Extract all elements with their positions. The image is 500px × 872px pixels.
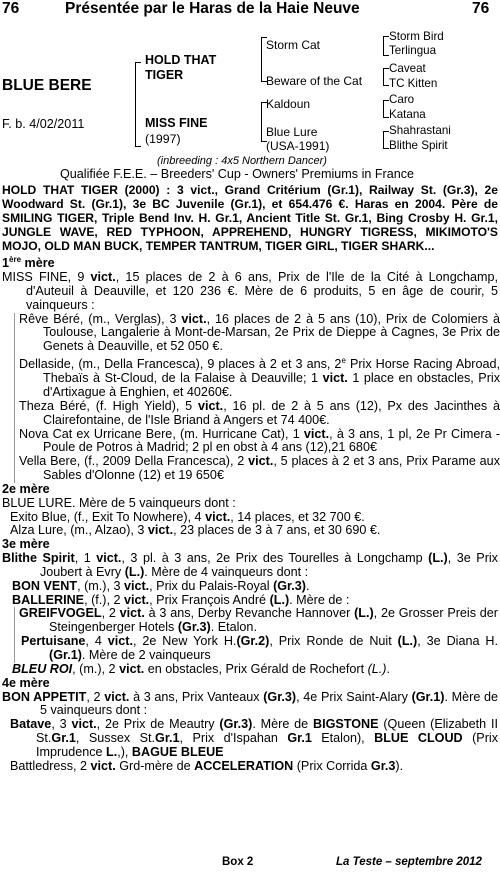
inbreeding-note: (inbreeding : 4x5 Northern Dancer) <box>157 155 327 167</box>
produce-pertuisane: Pertuisane, 4 vict., 2e New York H.(Gr.2), Prix Ronde de Nuit (L.), 3e Diana H.(Gr.1). Mère de 2 vainqueurs <box>14 635 500 663</box>
pedigree-gen3-1: Storm Bird <box>389 30 444 43</box>
pedigree-bracket-gen1 <box>135 62 141 147</box>
produce-ballerine: BALLERINE, (f.), 2 vict., Prix François André (L.). Mère de : <box>12 592 350 607</box>
pedigree-gen2-2: Beware of the Cat <box>266 74 363 88</box>
horse-name: BLUE BERE <box>2 77 92 94</box>
section-second-dam: 2e mère <box>2 481 50 496</box>
produce-dellaside: Dellaside, (m., Della Francesca), 9 places à 2 et 3 ans, 2e Prix Horse Racing Abroad, Thebaïs à St-Cloud, de la Falaise à Deauville; 1 vict. 1 place en obstacles, Prix d'Artixague à Enghien, et 40260€. <box>14 354 500 400</box>
pedigree-gen3-4: TC Kitten <box>389 77 438 90</box>
pedigree-gen3-6: Katana <box>389 108 426 121</box>
pedigree-gen3-5: Caro <box>389 93 415 106</box>
footer-event: La Teste – septembre 2012 <box>336 856 482 868</box>
produce-reve-bere: Rêve Béré, (m., Verglas), 3 vict., 16 places de 2 à 5 ans (10), Prix de Colomiers à Toulouse, Langalerie à Mont-de-Marsan, 2e Prix de Dieppe à Cagnes, 3e Prix de Genets à Deauville, et 52 050 €. <box>14 313 500 355</box>
pedigree-gen3-8: Blithe Spirit <box>389 139 448 152</box>
pedigree-notes <box>0 183 500 774</box>
pedigree-gen3-2: Terlingua <box>389 44 437 57</box>
produce-greifvogel: GREIFVOGEL, 2 vict. à 3 ans, Derby Revanche Hannover (L.), 2e Grosser Preis der Steingenberger Hotels (Gr.3). Etalon. <box>14 607 500 635</box>
sire-paragraph: HOLD THAT TIGER (2000) : 3 vict., Grand Critérium (Gr.1), Railway St. (Gr.3), 2e Woodward St. (Gr.1), 3e BC Juvenile (Gr.1), et 654.476 €. Haras en 2004. Père de SMILING TIGER, Triple Bend Inv. H. Gr.1, Ancient Title St. Gr.1, Bing Crosby H. Gr.1, JUNGLE WAVE, RED TYPHOON, APPREHEND, HUNGRY TIGRESS, MIKIMOTO'S MOJO, OLD MAN BUCK, TEMPER TANTRUM, TIGER GIRL, TIGER SHARK... <box>2 183 498 253</box>
produce-vella-bere: Vella Bere, (f., 2009 Della Francesca), 2 vict., 5 places à 2 et 3 ans, Prix Parame aux Sables d'Olonne (12) et 19 650€ <box>14 455 500 483</box>
pedigree-dam: MISS FINE <box>145 116 208 130</box>
pedigree-gen2-1: Storm Cat <box>266 38 321 52</box>
pedigree-gen2-5: (USA-1991) <box>266 139 330 153</box>
produce-bleu-roi: BLEU ROI, (m.), 2 vict. en obstacles, Prix Gérald de Rochefort (L.). <box>12 661 390 676</box>
produce-nova-cat: Nova Cat ex Urricane Bere, (m. Hurricane Cat), 1 vict., à 3 ans, 1 pl, 2e Pr Cimera - Poule de Potros à Madrid; 2 pl en obst à 4 ans (12),21 680€ <box>14 428 500 456</box>
pedigree-gen2-4: Blue Lure <box>266 125 318 139</box>
lot-number-right: 76 <box>472 0 490 17</box>
pedigree-dam-year: (1997) <box>145 132 181 146</box>
footer-box: Box 2 <box>222 856 254 868</box>
produce-bon-vent: BON VENT, (m.), 3 vict., Prix du Palais-Royal (Gr.3). <box>12 578 310 593</box>
second-dam-entry: BLUE LURE. Mère de 5 vainqueurs dont : <box>2 495 236 510</box>
first-dam-entry: MISS FINE, 9 vict., 15 places de 2 à 6 ans, Prix de l'Ile de la Cité à Longchamp, d'Auteuil à Deauville, et 120 236 €. Mère de 6 produits, 5 en âge de courir, 5 vainqueurs : <box>2 270 498 312</box>
qualification-line: Qualifiée F.E.E. – Breeders' Cup - Owners' Premiums in France <box>60 167 415 181</box>
pedigree-sire: HOLD THAT TIGER <box>145 53 217 82</box>
lot-number-left: 76 <box>2 0 20 17</box>
page-title: Présentée par le Haras de la Haie Neuve <box>65 0 360 17</box>
pedigree-gen3-3: Caveat <box>389 62 426 75</box>
fourth-dam-entry: BON APPETIT, 2 vict. à 3 ans, Prix Vanteaux (Gr.3), 4e Prix Saint-Alary (Gr.1). Mère de 5 vainqueurs dont : <box>2 689 498 718</box>
produce-battledress: Battledress, 2 vict. Grd-mère de ACCELERATION (Prix Corrida Gr.3). <box>10 758 404 773</box>
third-dam-entry: Blithe Spirit, 1 vict., 3 pl. à 3 ans, 2e Prix des Tourelles à Longchamp (L.), 3e Prix Joubert à Evry (L.). Mère de 4 vainqueurs dont : <box>2 551 498 579</box>
produce-alza-lure: Alza Lure, (m., Alzao), 3 vict., 23 places de 3 à 7 ans, et 30 690 €. <box>10 523 381 538</box>
produce-exito-blue: Exito Blue, (f., Exit To Nowhere), 4 vict., 14 places, et 32 700 €. <box>10 509 365 524</box>
produce-batave: Batave, 3 vict., 2e Prix de Meautry (Gr.3). Mère de BIGSTONE (Queen (Elizabeth II St.Gr.1, Sussex St.Gr.1, Prix d'Ispahan Gr.1 Etalon), BLUE CLOUD (Prix Imprudence L.,), BAGUE BLEUE <box>10 717 498 759</box>
section-first-dam: 1ère mère <box>2 255 55 271</box>
produce-theza-bere: Theza Béré, (f. High Yield), 5 vict., 16 pl. de 2 à 5 ans (12), Px des Jacinthes à Clairefontaine, de l'Isle Briand à Angers et 74 400€. <box>14 400 500 428</box>
horse-info: F. b. 4/02/2011 <box>2 117 85 131</box>
section-third-dam: 3e mère <box>2 537 50 552</box>
section-fourth-dam: 4e mère <box>2 675 50 690</box>
pedigree-gen3-7: Shahrastani <box>389 124 451 137</box>
pedigree-gen2-3: Kaldoun <box>266 97 311 111</box>
